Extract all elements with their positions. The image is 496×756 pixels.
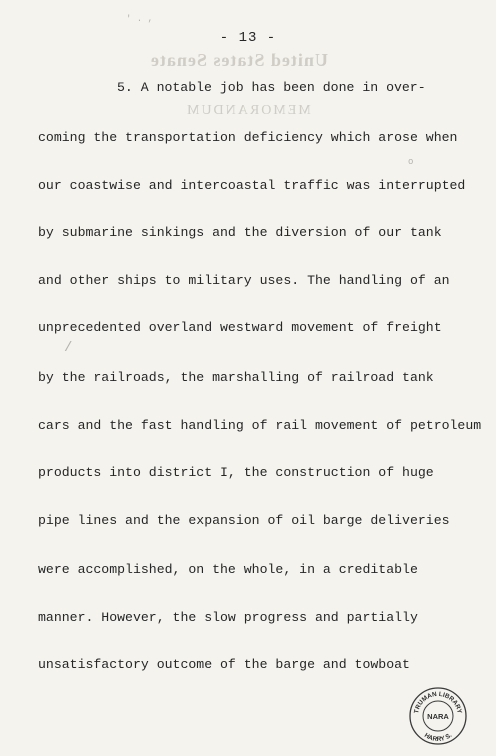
paragraph-line: products into district I, the construction of huge: [38, 465, 434, 480]
bleed-through-memorandum: MEMORANDUM: [185, 103, 311, 118]
stray-mark: o: [408, 157, 414, 167]
paragraph-line: our coastwise and intercoastal traffic was interrupted: [38, 178, 466, 193]
paragraph-line: and other ships to military uses. The handling of an: [38, 273, 450, 288]
stamp-center-text: NARA: [427, 712, 449, 721]
paragraph-line: coming the transportation deficiency which arose when: [38, 130, 458, 145]
stray-mark: ' . ,: [126, 14, 154, 24]
stray-mark: /: [64, 340, 73, 356]
page-number: - 13 -: [219, 30, 277, 46]
paragraph-line: cars and the fast handling of rail movement of petroleum: [38, 418, 482, 433]
paragraph-line: pipe lines and the expansion of oil barge deliveries: [38, 513, 450, 528]
stamp-bottom-text: HARRY S.: [422, 731, 454, 744]
paragraph-line: were accomplished, on the whole, in a creditable: [38, 562, 418, 577]
stamp-top-text: TRUMAN LIBRARY: [413, 690, 463, 715]
archive-stamp: [408, 686, 468, 746]
bleed-through-letterhead: United States Senate: [150, 50, 328, 70]
paragraph-line: by the railroads, the marshalling of railroad tank: [38, 370, 434, 385]
paragraph-line: 5. A notable job has been done in over-: [117, 80, 426, 95]
paragraph-line: manner. However, the slow progress and partially: [38, 610, 418, 625]
paragraph-line: unprecedented overland westward movement of freight: [38, 320, 442, 335]
paragraph-line: by submarine sinkings and the diversion of our tank: [38, 225, 442, 240]
paragraph-line: unsatisfactory outcome of the barge and towboat: [38, 657, 410, 672]
